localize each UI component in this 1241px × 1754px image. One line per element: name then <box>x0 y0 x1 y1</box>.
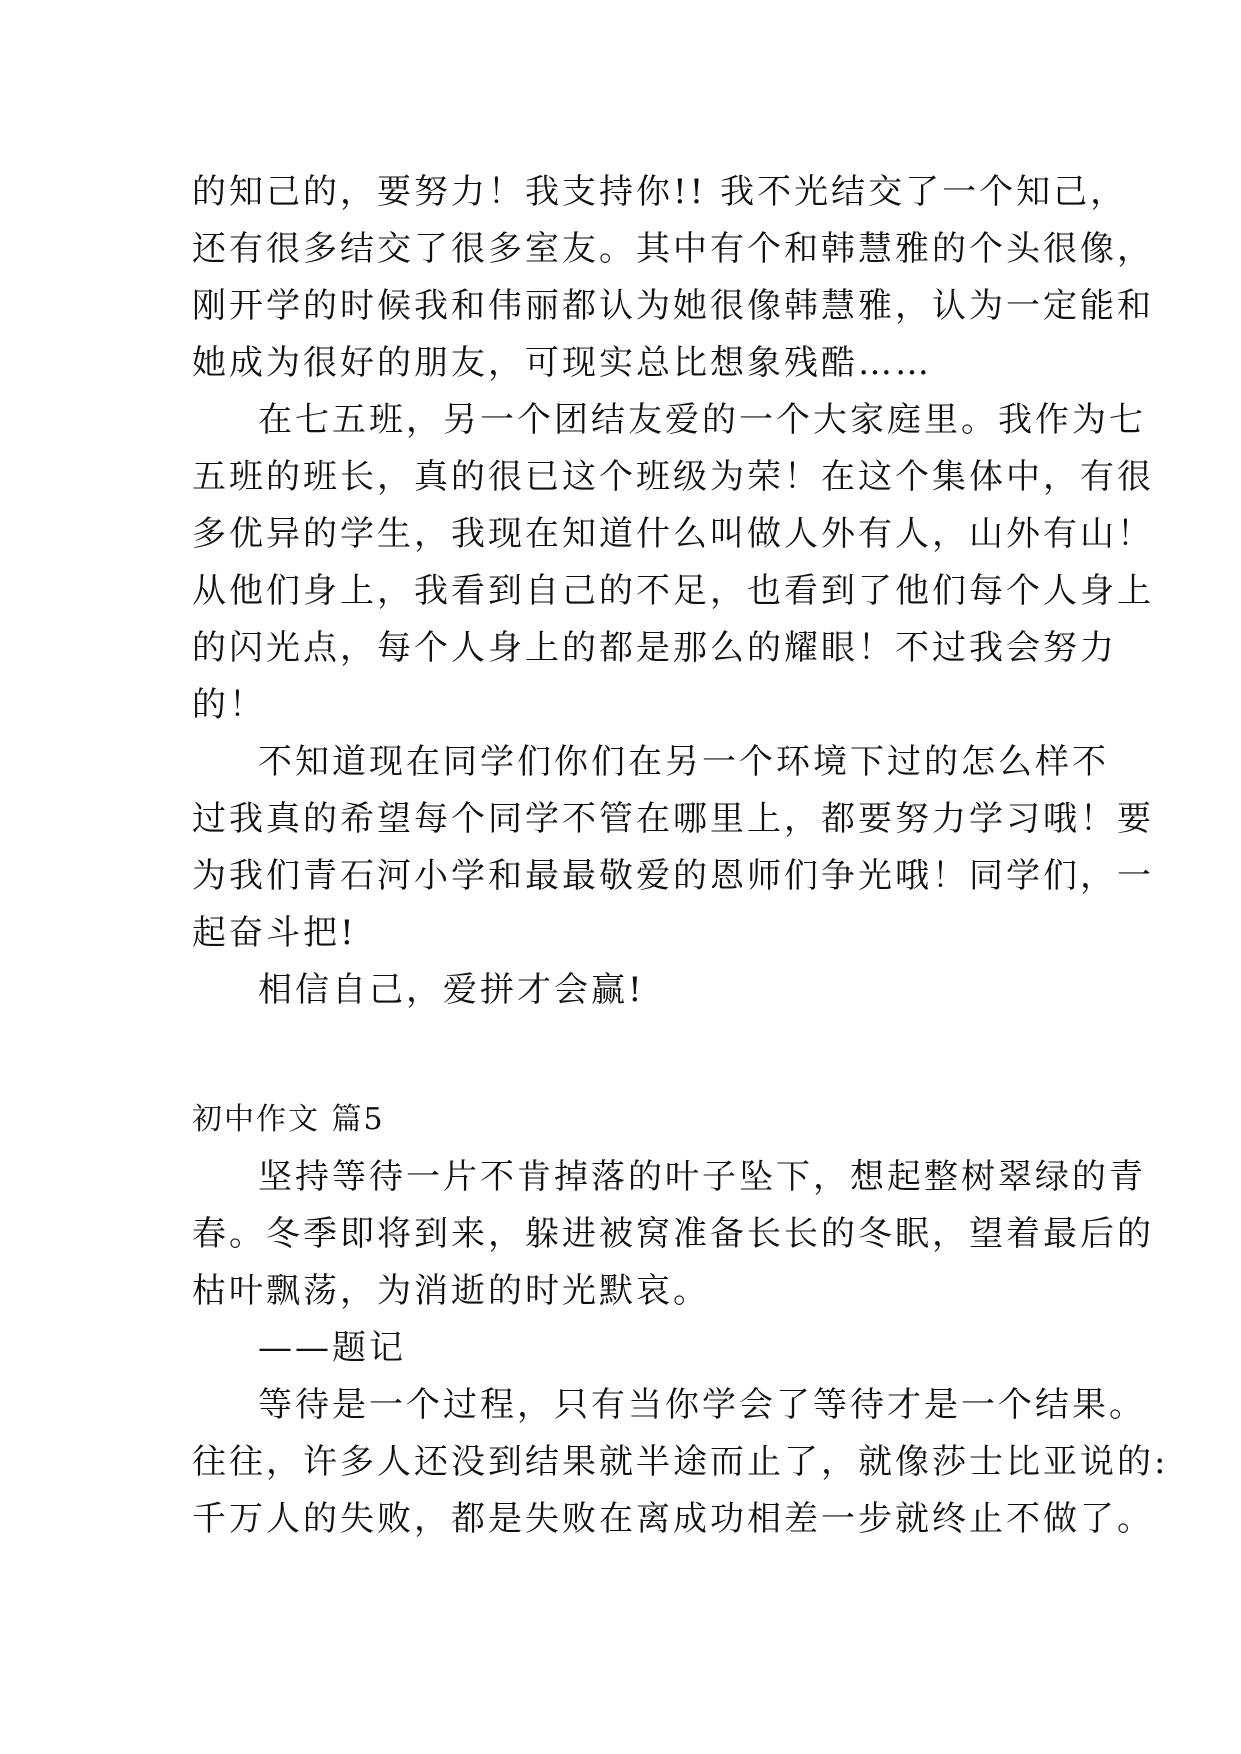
paragraph-first-line: 坚持等待一片不肯掉落的叶子坠下，想起整树翠绿的青 <box>258 1157 1146 1197</box>
epigraph-attribution: ——题记 <box>258 1328 406 1368</box>
text-line: 她成为很好的朋友，可现实总比想象残酷…… <box>192 343 932 383</box>
text-line: 为我们青石河小学和最最敬爱的恩师们争光哦！同学们，一 <box>192 856 1154 896</box>
text-line: 的！ <box>192 685 266 725</box>
text-line: 的知己的，要努力！我支持你!! 我不光结交了一个知己， <box>192 172 1128 212</box>
text-line: 的闪光点，每个人身上的都是那么的耀眼！不过我会努力 <box>192 628 1117 668</box>
text-line: 多优异的学生，我现在知道什么叫做人外有人，山外有山！ <box>192 514 1154 554</box>
text-line: 枯叶飘荡，为消逝的时光默哀。 <box>192 1271 710 1311</box>
paragraph-first-line: 等待是一个过程，只有当你学会了等待才是一个结果。 <box>258 1385 1146 1425</box>
text-line: 五班的班长，真的很已这个班级为荣！在这个集体中，有很 <box>192 457 1154 497</box>
paragraph-first-line: 相信自己，爱拼才会赢! <box>258 970 645 1010</box>
paragraph-first-line: 在七五班，另一个团结友爱的一个大家庭里。我作为七 <box>258 400 1146 440</box>
text-line: 千万人的失败，都是失败在离成功相差一步就终止不做了。 <box>192 1499 1154 1539</box>
text-line: 还有很多结交了很多室友。其中有个和韩慧雅的个头很像， <box>192 229 1154 269</box>
text-line: 刚开学的时候我和伟丽都认为她很像韩慧雅，认为一定能和 <box>192 286 1154 326</box>
paragraph-first-line: 不知道现在同学们你们在另一个环境下过的怎么样不 <box>258 742 1109 782</box>
text-line: 过我真的希望每个同学不管在哪里上，都要努力学习哦！要 <box>192 799 1154 839</box>
text-line: 往往，许多人还没到结果就半途而止了，就像莎士比亚说的: <box>192 1442 1169 1482</box>
text-line: 春。冬季即将到来，躲进被窝准备长长的冬眠，望着最后的 <box>192 1214 1154 1254</box>
section-heading: 初中作文 篇5 <box>192 1102 385 1137</box>
text-line: 从他们身上，我看到自己的不足，也看到了他们每个人身上 <box>192 571 1154 611</box>
text-line: 起奋斗把! <box>192 913 357 953</box>
